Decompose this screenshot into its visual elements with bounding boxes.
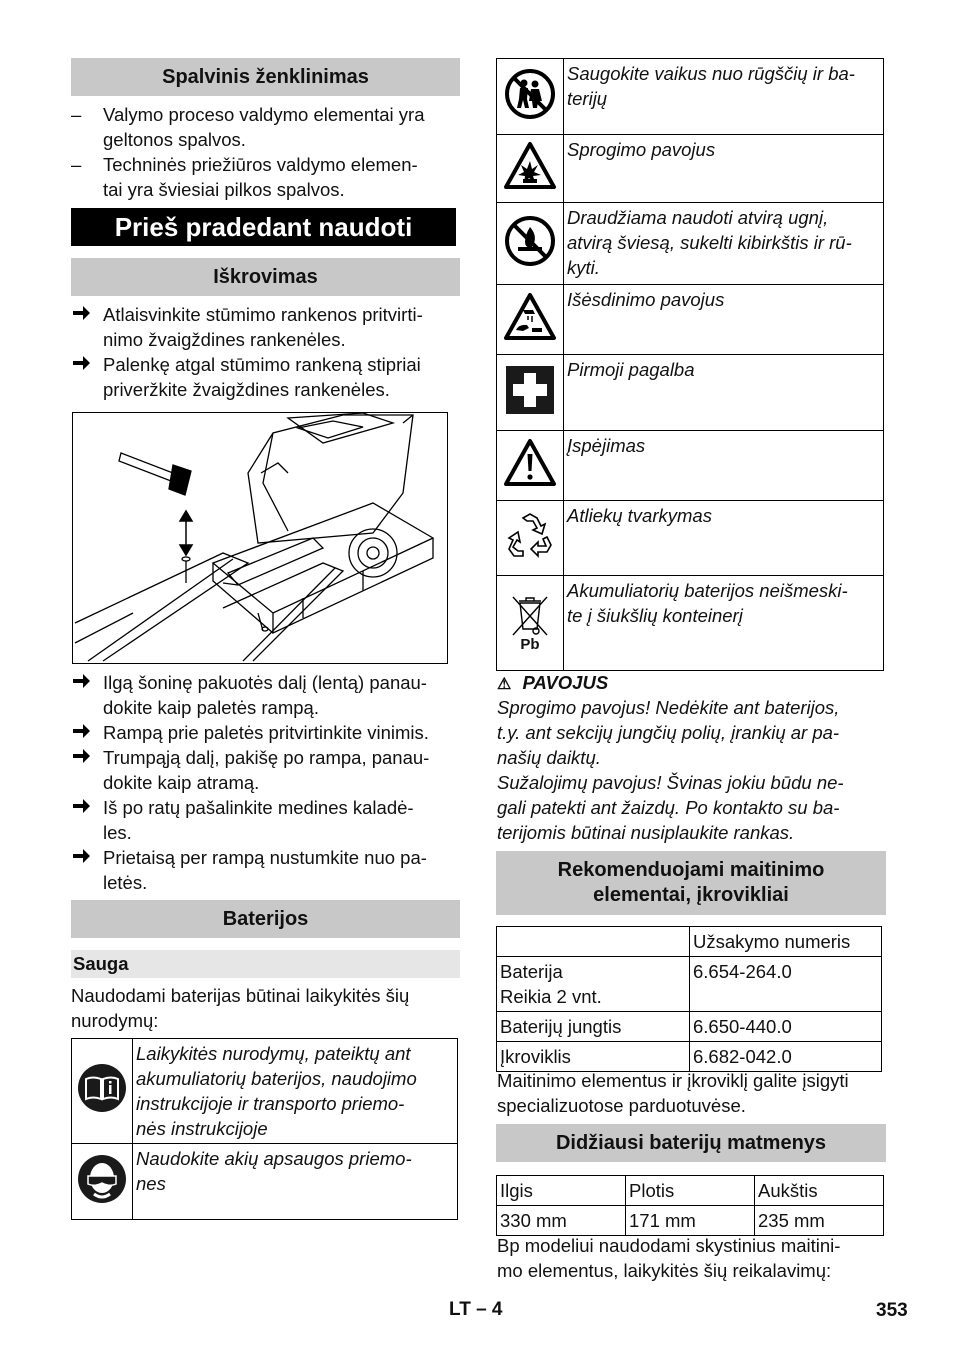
list-item: Iš po ratų pašalinkite medines kaladė- les.: [71, 795, 461, 845]
sauga-table: [71, 1038, 458, 1220]
table-row: Pirmoji pagalba: [497, 355, 884, 431]
table-row: Saugokite vaikus nuo rūgščių ir ba- terijų: [497, 59, 884, 135]
list-item: – Valymo proceso valdymo elementai yra geltonos spalvos.: [71, 104, 425, 150]
dash-marker: –: [71, 154, 82, 175]
arrow-right-icon: [71, 745, 91, 767]
warning-icon: [503, 438, 557, 488]
baterijos-heading: Baterijos: [71, 900, 460, 938]
keep-children-away-icon: [504, 68, 556, 120]
sauga-intro: Naudodami baterijas būtinai laikykitės šių nurodymų:: [71, 985, 410, 1031]
unloading-illustration: [72, 412, 448, 664]
list-item: Palenkę atgal stūmimo rankeną stipriai priveržkite žvaigždines rankenėles.: [71, 352, 461, 402]
table-row: Laikykitės nurodymų, pateiktų ant akumuliatorių baterijos, naudojimo instrukcijoje ir transporto priemo- nės instrukcijoje: [72, 1039, 458, 1144]
list-item: Trumpąją dalį, pakišę po rampa, panau- dokite kaip atramą.: [71, 745, 461, 795]
rekomenduojami-heading: Rekomenduojami maitinimo elementai, įkrovikliai: [496, 851, 886, 915]
corrosion-hazard-icon: [503, 292, 557, 342]
rekomenduojami-note: Maitinimo elementus ir įkroviklį galite įsigyti specializuotose parduotuvėse.: [497, 1070, 849, 1116]
dash-marker: –: [71, 104, 82, 125]
eye-protection-icon: [77, 1154, 127, 1204]
table-row: Naudokite akių apsaugos priemo- nes: [72, 1144, 458, 1220]
iskrovimas-heading: Iškrovimas: [71, 258, 460, 296]
no-open-flame-icon: [504, 215, 556, 267]
table-row: Įspėjimas: [497, 431, 884, 501]
pb-label: Pb: [520, 636, 540, 653]
pries-pradedant-heading: Prieš pradedant naudoti: [71, 208, 456, 246]
manual-info-icon: [77, 1063, 127, 1113]
order-numbers-table: [496, 926, 882, 1072]
spalvinis-heading: Spalvinis ženklinimas: [71, 58, 460, 96]
matmenys-heading: Didžiausi baterijų matmenys: [496, 1124, 886, 1162]
list-item: Rampą prie paletės pritvirtinkite vinimis.: [71, 720, 461, 745]
arrow-right-icon: [71, 352, 91, 374]
table-row: Užsakymo numeris: [497, 927, 882, 957]
page-number: 353: [876, 1300, 908, 1321]
table-row: Ilgis Plotis Aukštis: [497, 1176, 884, 1206]
dimensions-table: [496, 1175, 884, 1236]
battery-symbols-table: [496, 58, 884, 671]
crossed-bin-pb-icon: [503, 591, 557, 652]
sauga-heading: Sauga: [71, 950, 460, 978]
arrow-right-icon: [71, 670, 91, 692]
table-row: Pb Akumuliatorių baterijos neišmeski- te į šiukšlių konteinerį: [497, 576, 884, 671]
table-row: Atliekų tvarkymas: [497, 501, 884, 576]
table-row: Išėsdinimo pavojus: [497, 285, 884, 355]
footer-label: LT – 4: [449, 1299, 503, 1320]
arrow-right-icon: [71, 845, 91, 867]
arrow-right-icon: [71, 720, 91, 742]
pavojus-text: Sprogimo pavojus! Nedėkite ant baterijos, t.y. ant sekcijų jungčių polių, įrankių ar pa- našių daiktų. Sužalojimų pavojus! Švinas jokiu būdu ne- gali patekti ant žaizdų. Po kontakto su ba- terijomis būtinai nusiplaukite rankas.: [497, 697, 844, 843]
table-row: 330 mm 171 mm 235 mm: [497, 1206, 884, 1236]
list-item: – Techninės priežiūros valdymo elemen- tai yra šviesiai pilkos spalvos.: [71, 154, 418, 200]
table-row: Įkroviklis 6.682-042.0: [497, 1042, 882, 1072]
first-aid-icon: [505, 365, 555, 415]
pavojus-title: ⚠ PAVOJUS: [497, 672, 609, 693]
arrow-right-icon: [71, 302, 91, 324]
list-item: Ilgą šoninę pakuotės dalį (lentą) panau- dokite kaip paletės rampą.: [71, 670, 461, 720]
recycling-icon: [503, 510, 557, 560]
matmenys-note: Bp modeliui naudodami skystinius maitini- mo elementus, laikykitės šių reikalavimų:: [497, 1235, 841, 1281]
table-row: Draudžiama naudoti atvirą ugnį, atvirą šviesą, sukelti kibirkštis ir rū- kyti.: [497, 203, 884, 285]
table-row: Baterija Reikia 2 vnt. 6.654-264.0: [497, 957, 882, 1012]
list-item: Atlaisvinkite stūmimo rankenos pritvirti- nimo žvaigždines rankenėles.: [71, 302, 461, 352]
warning-symbol-icon: ⚠: [497, 676, 512, 693]
explosion-hazard-icon: [503, 141, 557, 191]
table-row: Baterijų jungtis 6.650-440.0: [497, 1012, 882, 1042]
list-item: Prietaisą per rampą nustumkite nuo pa- letės.: [71, 845, 461, 895]
arrow-right-icon: [71, 795, 91, 817]
table-row: Sprogimo pavojus: [497, 135, 884, 203]
